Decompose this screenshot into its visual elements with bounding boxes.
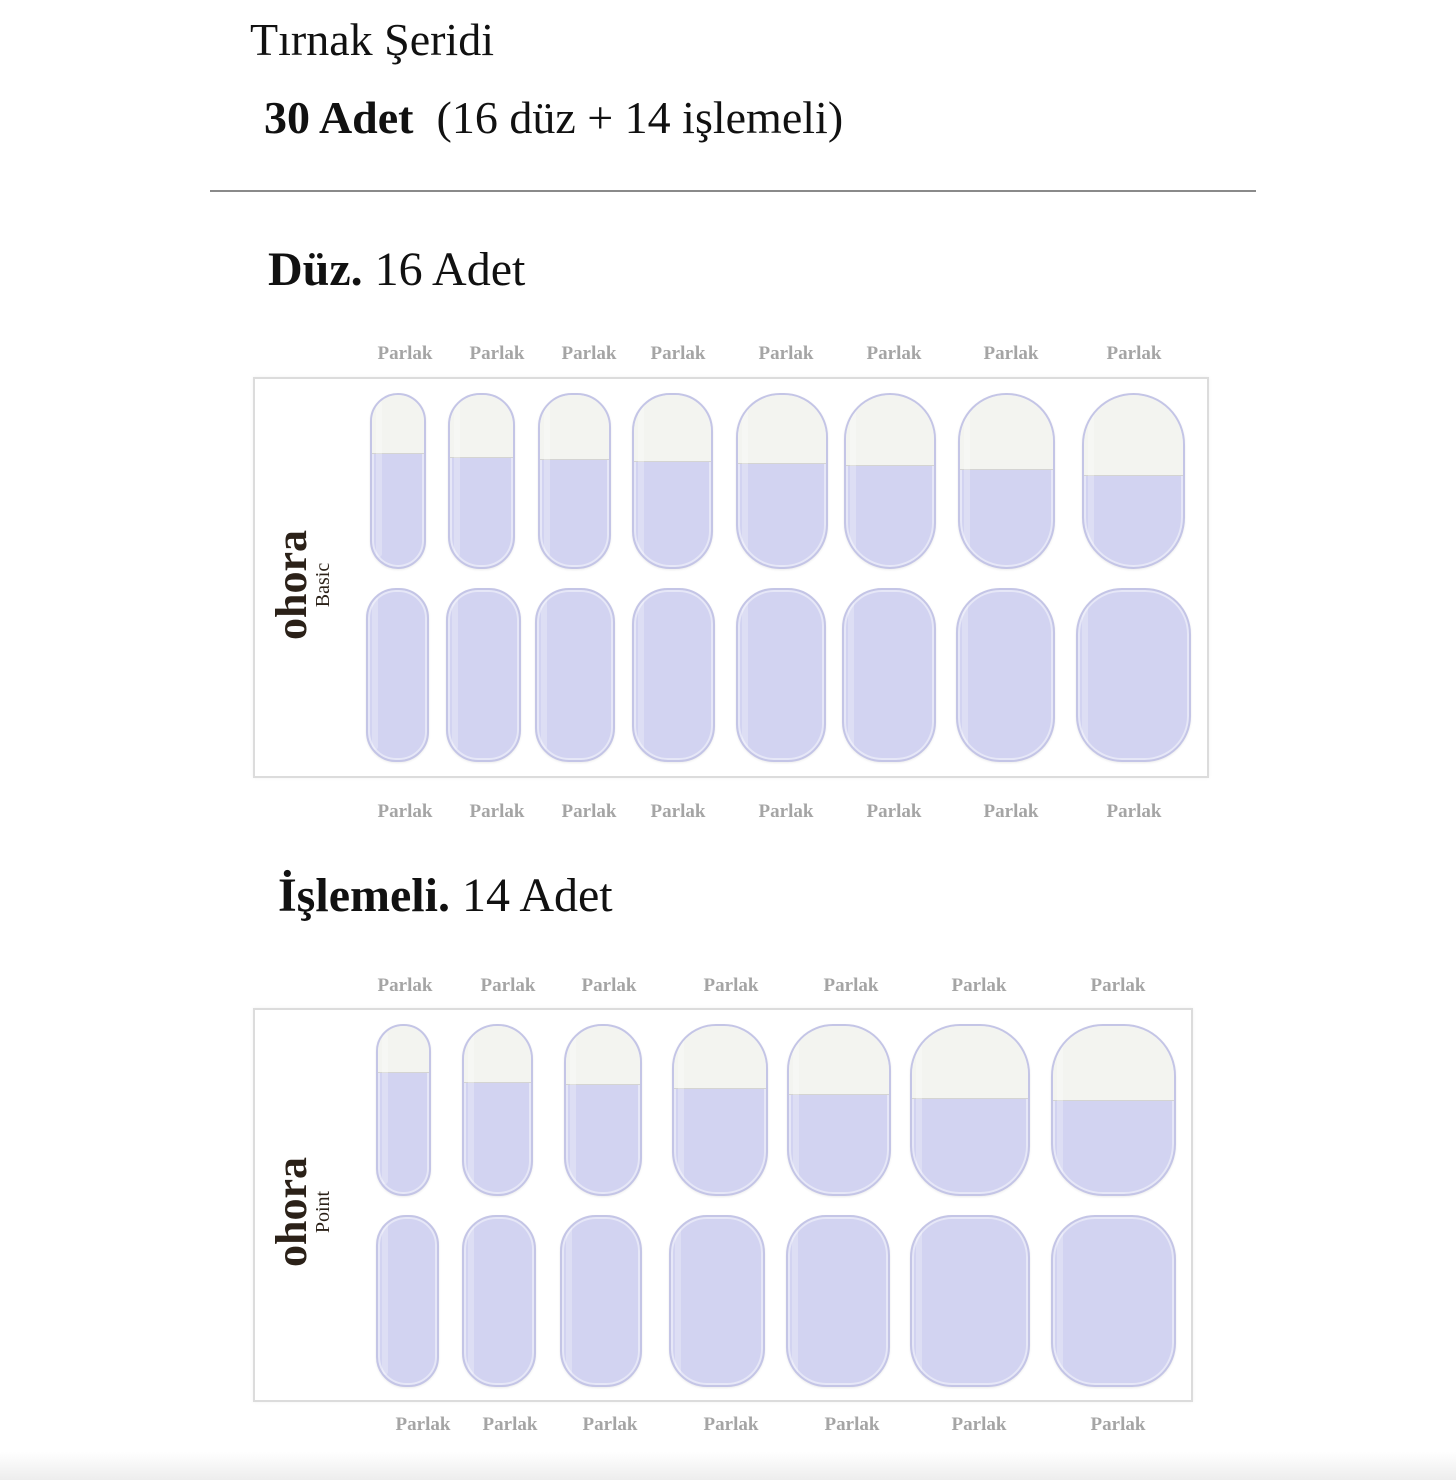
section-heading-design-count: 14 Adet: [461, 869, 613, 922]
nail-solid: [669, 1215, 765, 1387]
nail-french-tip: [448, 393, 515, 569]
finish-label: Parlak: [983, 343, 1039, 364]
nail-french-tip: [376, 1024, 431, 1196]
nail-solid: [560, 1215, 642, 1387]
finish-label: Parlak: [1106, 801, 1162, 822]
gloss-highlight: [742, 401, 748, 557]
brand-name: ohora: [267, 1157, 316, 1267]
nail-solid: [956, 588, 1055, 762]
french-tip: [566, 1026, 640, 1085]
nail-solid: [632, 588, 715, 762]
nail-solid: [376, 1215, 439, 1387]
nail-solid: [736, 588, 826, 762]
nail-solid: [446, 588, 521, 762]
brand-line: Point: [312, 1190, 334, 1234]
french-tip: [464, 1026, 531, 1083]
nail-french-tip: [844, 393, 936, 569]
french-tip: [674, 1026, 766, 1089]
gloss-highlight: [964, 401, 970, 557]
finish-label: Parlak: [377, 343, 433, 364]
finish-label: Parlak: [650, 343, 706, 364]
section-heading-plain-count: 16 Adet: [374, 243, 526, 296]
gloss-highlight: [541, 596, 547, 750]
nail-french-tip: [736, 393, 828, 569]
piece-count-total: 30 Adet: [264, 92, 414, 143]
finish-label: Parlak: [951, 975, 1007, 996]
nail-french-tip: [787, 1024, 891, 1196]
nail-solid: [786, 1215, 890, 1387]
section-heading-plain: [268, 242, 525, 298]
french-tip: [912, 1026, 1028, 1099]
gloss-highlight: [675, 1223, 681, 1375]
french-tip: [789, 1026, 889, 1095]
gloss-highlight: [793, 1032, 799, 1184]
nail-french-tip: [538, 393, 611, 569]
gloss-highlight: [916, 1032, 922, 1184]
nail-french-tip: [672, 1024, 768, 1196]
finish-label: Parlak: [582, 1414, 638, 1435]
nail-solid: [1051, 1215, 1176, 1387]
finish-label: Parlak: [824, 1414, 880, 1435]
finish-label: Parlak: [581, 975, 637, 996]
finish-label: Parlak: [703, 1414, 759, 1435]
nail-solid: [1076, 588, 1191, 762]
gloss-highlight: [962, 596, 968, 750]
gloss-highlight: [544, 401, 550, 557]
gloss-highlight: [566, 1223, 572, 1375]
nail-french-tip: [462, 1024, 533, 1196]
finish-label: Parlak: [866, 343, 922, 364]
french-tip: [540, 395, 609, 460]
brand-logo-design: [267, 1137, 334, 1287]
french-tip: [1084, 395, 1183, 476]
finish-label: Parlak: [1106, 343, 1162, 364]
brand-line: Basic: [312, 562, 334, 608]
finish-label: Parlak: [1090, 975, 1146, 996]
section-heading-design-bold: İşlemeli.: [278, 869, 450, 922]
finish-label: Parlak: [758, 343, 814, 364]
gloss-highlight: [638, 596, 644, 750]
gloss-highlight: [468, 1032, 474, 1184]
gloss-highlight: [454, 401, 460, 557]
nail-solid: [462, 1215, 536, 1387]
nail-french-tip: [564, 1024, 642, 1196]
piece-count: [264, 90, 843, 146]
section-heading-plain-bold: Düz.: [268, 243, 363, 296]
gloss-highlight: [1057, 1223, 1063, 1375]
nail-solid: [366, 588, 429, 762]
finish-label: Parlak: [703, 975, 759, 996]
finish-label: Parlak: [561, 801, 617, 822]
nail-french-tip: [370, 393, 426, 569]
nail-solid: [910, 1215, 1030, 1387]
finish-label: Parlak: [650, 801, 706, 822]
bottom-edge: [0, 1452, 1456, 1480]
gloss-highlight: [1057, 1032, 1063, 1184]
french-tip: [960, 395, 1053, 470]
nail-french-tip: [958, 393, 1055, 569]
finish-label: Parlak: [561, 343, 617, 364]
gloss-highlight: [848, 596, 854, 750]
finish-label: Parlak: [758, 801, 814, 822]
brand-logo-plain: [267, 510, 334, 660]
finish-label: Parlak: [377, 801, 433, 822]
piece-count-detail: (16 düz + 14 işlemeli): [436, 92, 844, 143]
french-tip: [634, 395, 711, 462]
finish-label: Parlak: [395, 1414, 451, 1435]
gloss-highlight: [792, 1223, 798, 1375]
finish-label: Parlak: [823, 975, 879, 996]
nail-solid: [535, 588, 615, 762]
french-tip: [738, 395, 826, 464]
nail-french-tip: [910, 1024, 1030, 1196]
nail-french-tip: [1082, 393, 1185, 569]
finish-label: Parlak: [469, 801, 525, 822]
divider: [210, 190, 1256, 192]
gloss-highlight: [1088, 401, 1094, 557]
page-title: Tırnak Şeridi: [250, 14, 494, 65]
gloss-highlight: [468, 1223, 474, 1375]
gloss-highlight: [742, 596, 748, 750]
gloss-highlight: [1082, 596, 1088, 750]
nail-french-tip: [1051, 1024, 1176, 1196]
gloss-highlight: [376, 401, 382, 557]
gloss-highlight: [638, 401, 644, 557]
finish-label: Parlak: [377, 975, 433, 996]
finish-label: Parlak: [469, 343, 525, 364]
brand-name: ohora: [267, 530, 316, 640]
gloss-highlight: [916, 1223, 922, 1375]
finish-label: Parlak: [951, 1414, 1007, 1435]
gloss-highlight: [372, 596, 378, 750]
gloss-highlight: [570, 1032, 576, 1184]
gloss-highlight: [678, 1032, 684, 1184]
french-tip: [1053, 1026, 1174, 1101]
gloss-highlight: [850, 401, 856, 557]
gloss-highlight: [452, 596, 458, 750]
nail-french-tip: [632, 393, 713, 569]
finish-label: Parlak: [983, 801, 1039, 822]
finish-label: Parlak: [866, 801, 922, 822]
finish-label: Parlak: [1090, 1414, 1146, 1435]
gloss-highlight: [382, 1223, 388, 1375]
nail-solid: [842, 588, 936, 762]
section-heading-design: [278, 868, 613, 924]
finish-label: Parlak: [482, 1414, 538, 1435]
gloss-highlight: [382, 1032, 388, 1184]
french-tip: [846, 395, 934, 466]
finish-label: Parlak: [480, 975, 536, 996]
